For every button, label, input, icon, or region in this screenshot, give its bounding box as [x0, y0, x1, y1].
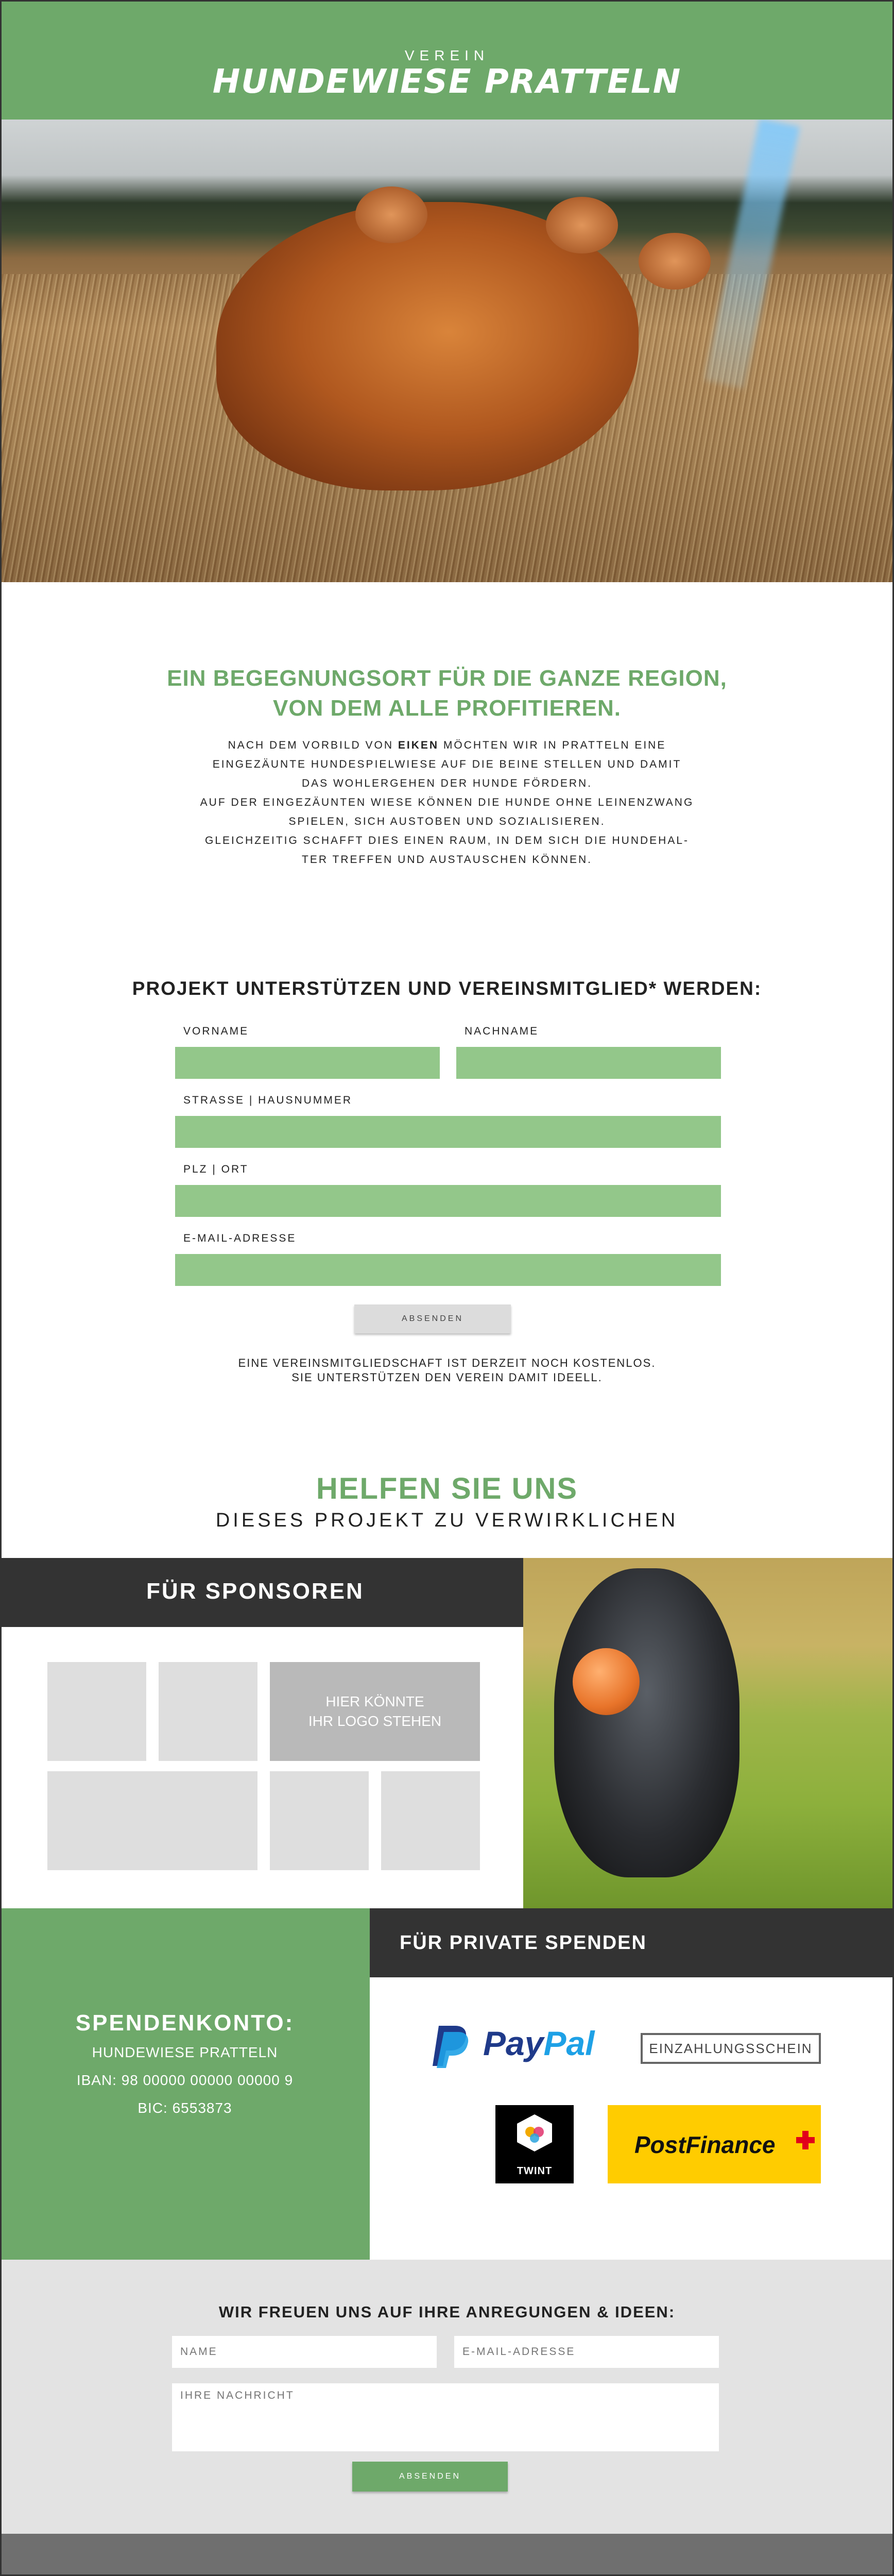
account-name: HUNDEWIESE PRATTELN [92, 2044, 278, 2060]
firstname-label: VORNAME [183, 1025, 249, 1037]
intro-heading-line2: VON DEM ALLE PROFITIEREN. [272, 696, 622, 721]
donation-account-panel [0, 1908, 370, 2260]
intro-line: SPIELEN, SICH AUSTOBEN UND SOZIALISIEREN. [288, 816, 606, 827]
twint-label: TWINT [517, 2165, 553, 2177]
sponsor-logo-slot [47, 1771, 257, 1870]
help-subheading: DIESES PROJEKT ZU VERWIRKLICHEN [215, 1510, 679, 1531]
hero-dog-photo [0, 120, 894, 582]
sponsor-logo-slot [159, 1662, 257, 1761]
intro-heading-line1: EIN BEGEGNUNGSORT FÜR DIE GANZE REGION, [167, 666, 727, 691]
twint-icon [514, 2112, 555, 2154]
sponsor-logo-slot [381, 1771, 480, 1870]
account-title: SPENDENKONTO: [75, 2010, 295, 2036]
site-header [0, 0, 894, 120]
postfinance-cross-icon [795, 2130, 816, 2150]
running-dog [554, 1568, 740, 1877]
street-input[interactable] [175, 1116, 721, 1148]
membership-note-line1: EINE VEREINSMITGLIEDSCHAFT IST DERZEIT NOCH KOSTENLOS. [238, 1357, 656, 1369]
sponsor-logo-slot [47, 1662, 146, 1761]
paypal-button[interactable]: PayPal [483, 2024, 595, 2062]
lastname-label: NACHNAME [465, 1025, 539, 1037]
eiken-highlight: EIKEN [398, 739, 439, 751]
contact-message-input[interactable] [172, 2383, 719, 2451]
membership-form-title: PROJEKT UNTERSTÜTZEN UND VEREINSMITGLIED* WERDEN: [132, 978, 762, 999]
contact-name-input[interactable] [172, 2336, 437, 2368]
intro-text [154, 736, 740, 869]
contact-title: WIR FREUEN UNS AUF IHRE ANREGUNGEN & IDEEN: [218, 2303, 676, 2321]
site-title: HUNDEWIESE PRATTELN [212, 63, 682, 101]
intro-line: AUF DER EINGEZÄUNTEN WIESE KÖNNEN DIE HUNDE OHNE LEINENZWANG [200, 796, 694, 808]
hero-dog-paw [355, 187, 427, 243]
sponsor-logo-placeholder [270, 1662, 480, 1761]
intro-line: NACH DEM VORBILD VON EIKEN MÖCHTEN WIR IN PRATTELN EINE [228, 739, 666, 751]
intro-line: EINGEZÄUNTE HUNDESPIELWIESE AUF DIE BEINE STELLEN UND DAMIT [212, 758, 682, 770]
einzahlungsschein-button[interactable]: EINZAHLUNGSSCHEIN [641, 2033, 821, 2064]
private-donations-bar [370, 1908, 894, 1977]
private-donations-title: FÜR PRIVATE SPENDEN [400, 1932, 647, 1954]
sponsors-title: FÜR SPONSOREN [146, 1579, 364, 1604]
footer-bar [0, 2534, 894, 2576]
intro-line: GLEICHZEITIG SCHAFFT DIES EINEN RAUM, IN DEM SICH DIE HUNDEHAL- [204, 835, 690, 846]
orange-ball [573, 1648, 640, 1715]
sponsor-logo-slot [270, 1771, 369, 1870]
lastname-input[interactable] [456, 1047, 721, 1079]
intro-line: TER TREFFEN UND AUSTAUSCHEN KÖNNEN. [302, 854, 592, 866]
email-input[interactable] [175, 1254, 721, 1286]
membership-note-line2: SIE UNTERSTÜTZEN DEN VEREIN DAMIT IDEELL. [291, 1371, 603, 1384]
account-bic: BIC: 6553873 [137, 2100, 232, 2116]
contact-submit-button[interactable]: ABSENDEN [352, 2462, 508, 2492]
twint-button[interactable] [495, 2105, 574, 2183]
dog-with-ball-photo [523, 1558, 894, 1908]
sponsors-bar [0, 1558, 523, 1627]
street-label: STRASSE | HAUSNUMMER [183, 1094, 352, 1106]
hero-dog-paw [639, 233, 711, 290]
intro-line: DAS WOHLERGEHEN DER HUNDE FÖRDERN. [301, 777, 593, 789]
hero-dog-paw [546, 197, 618, 253]
header-pretitle: VEREIN [404, 47, 490, 63]
postfinance-button[interactable] [608, 2105, 821, 2183]
placeholder-line2: IHR LOGO STEHEN [308, 1713, 442, 1729]
help-heading: HELFEN SIE UNS [316, 1472, 578, 1505]
account-iban: IBAN: 98 00000 00000 00000 9 [76, 2072, 294, 2088]
placeholder-line1: HIER KÖNNTE [325, 1693, 424, 1709]
email-label: E-MAIL-ADRESSE [183, 1232, 297, 1244]
contact-email-input[interactable] [454, 2336, 719, 2368]
postfinance-label: PostFinance [634, 2131, 776, 2158]
paypal-icon[interactable] [432, 2025, 470, 2068]
firstname-input[interactable] [175, 1047, 440, 1079]
city-input[interactable] [175, 1185, 721, 1217]
city-label: PLZ | ORT [183, 1163, 249, 1175]
membership-submit-button[interactable]: ABSENDEN [354, 1304, 511, 1333]
